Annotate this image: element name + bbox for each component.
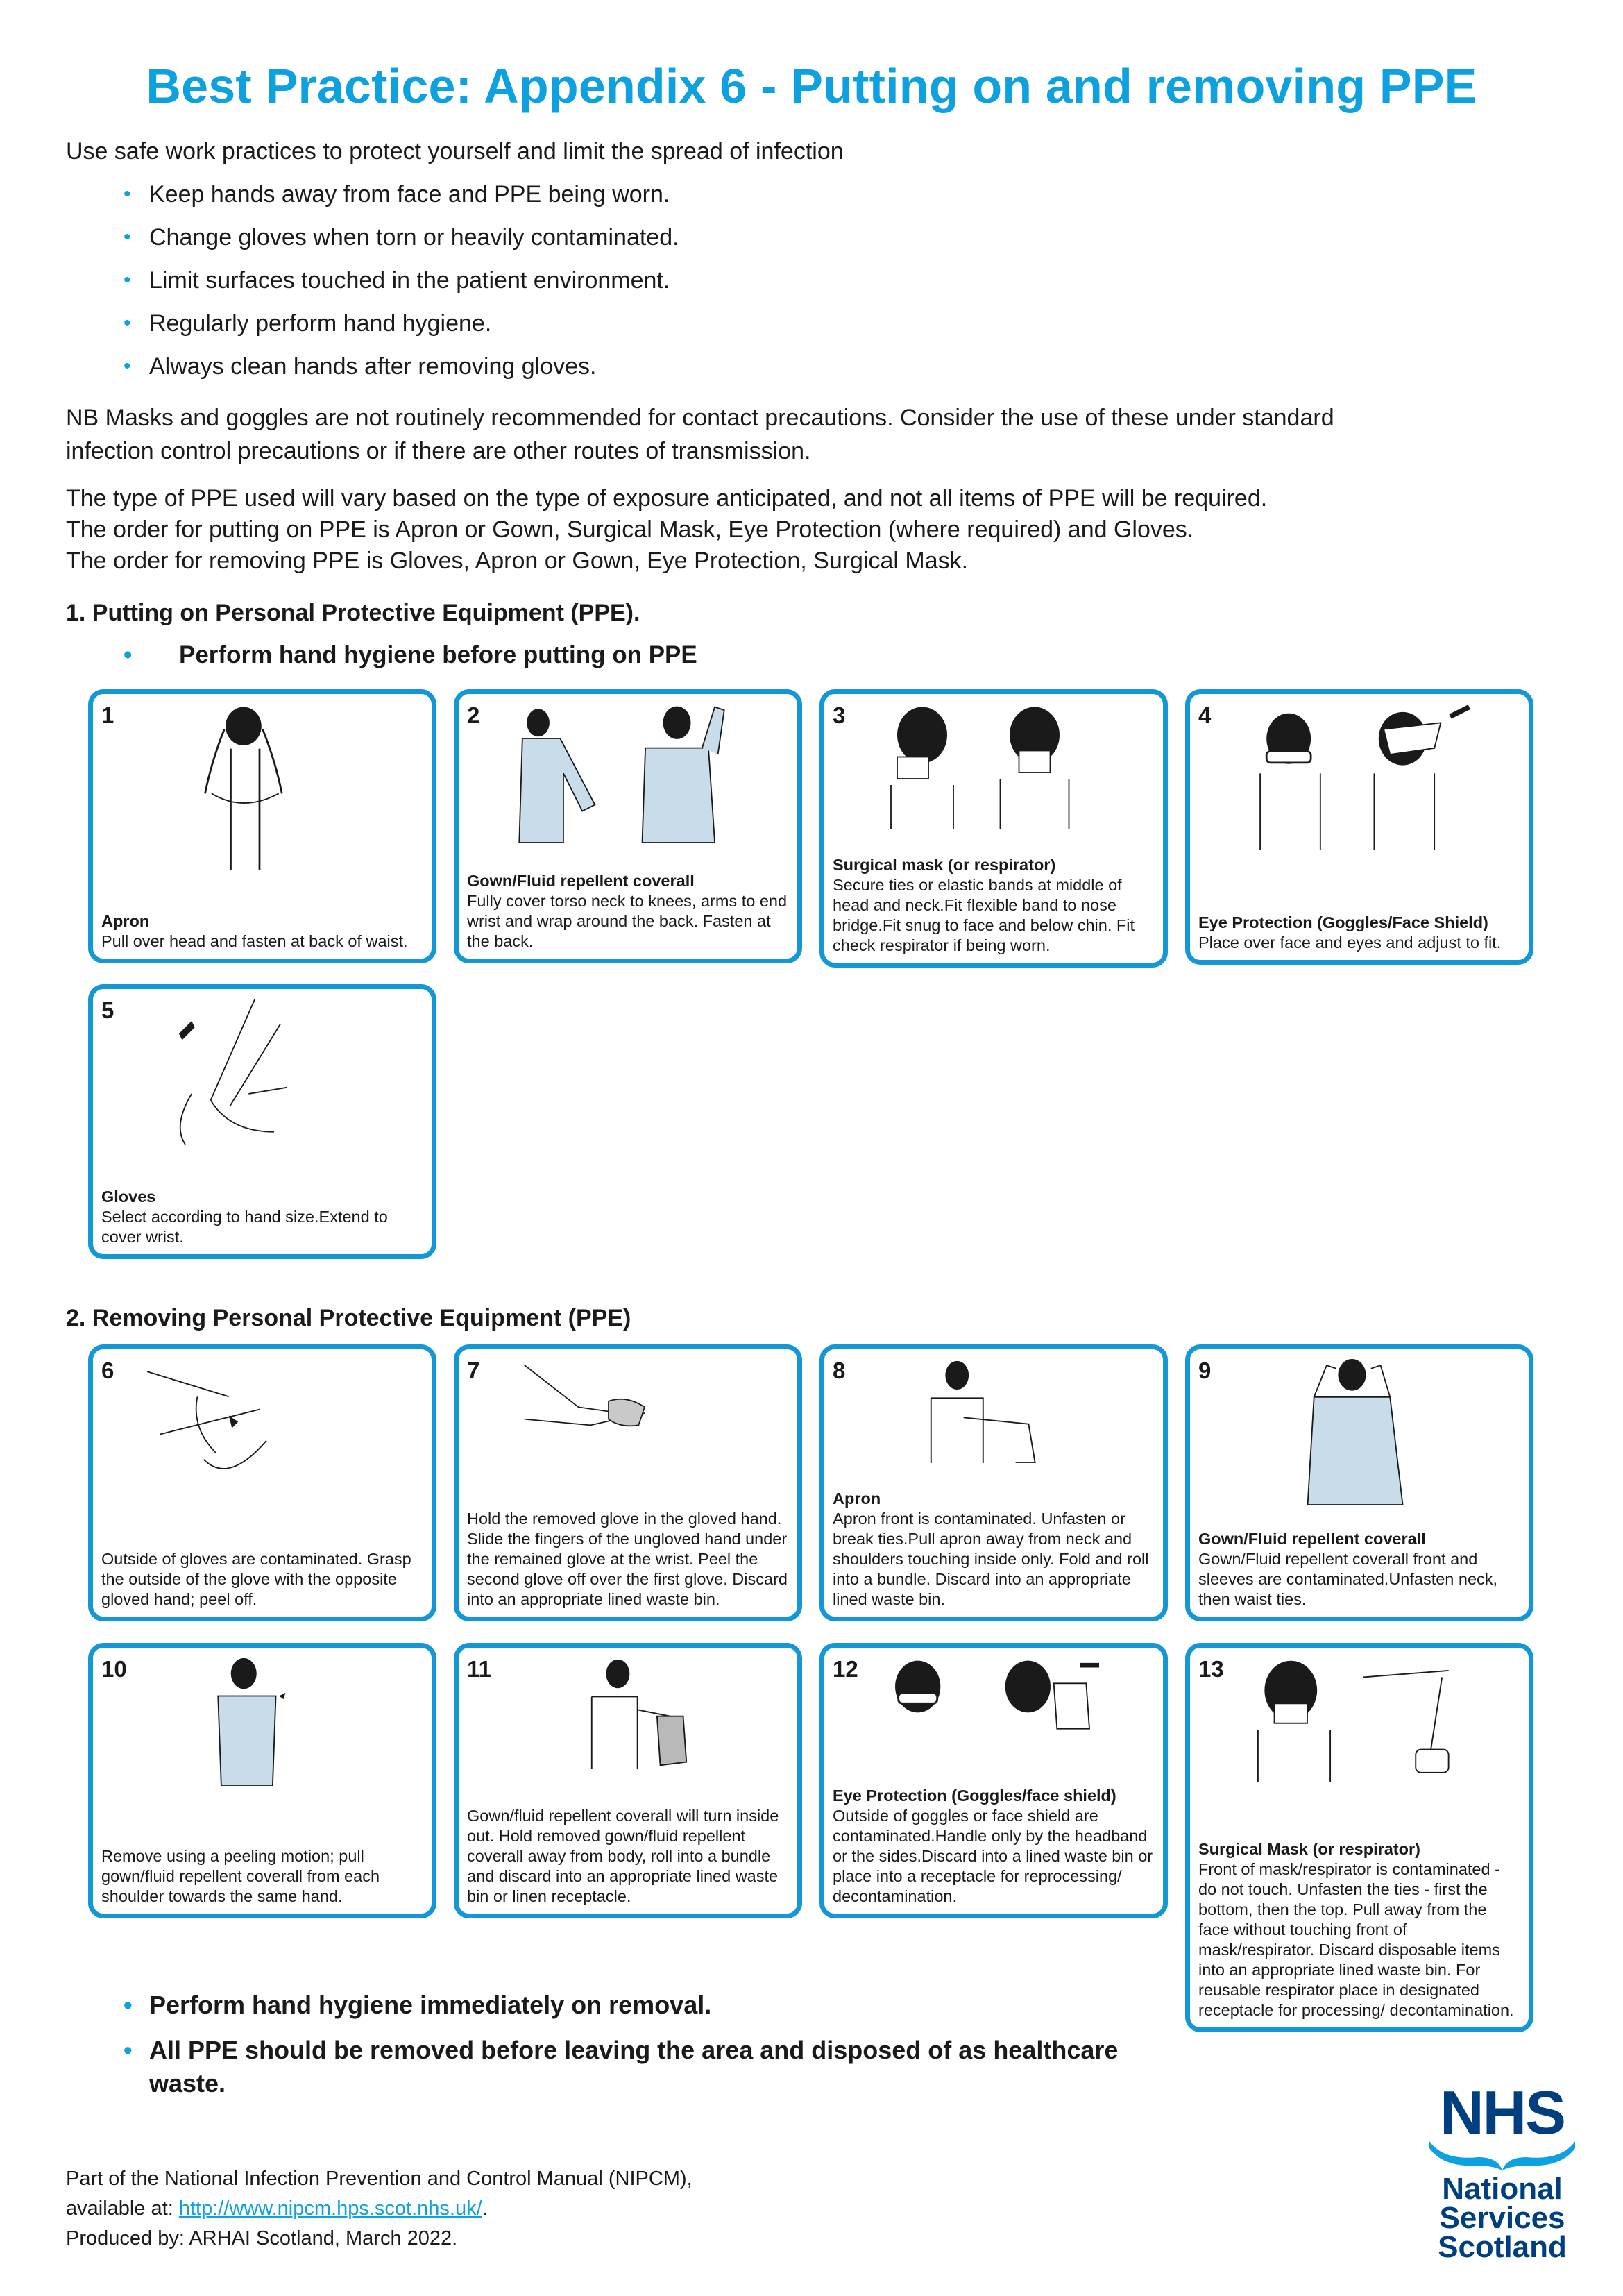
step-card-5	[88, 984, 436, 1259]
section-1-heading: 1. Putting on Personal Protective Equipment (PPE).	[66, 600, 640, 626]
card-text: Secure ties or elastic bands at middle of head and neck.Fit flexible band to nose bridge.Fit snug to face and below chin. Fit check respirator if being worn.	[833, 876, 1135, 954]
step-number: 4	[1198, 702, 1212, 728]
apron-illustration-icon	[135, 704, 391, 870]
step-card-9	[1185, 1344, 1533, 1621]
bullet-icon: •	[124, 312, 131, 335]
step-card-11	[454, 1643, 802, 1918]
step-number: 13	[1198, 1656, 1224, 1682]
bullet-icon: •	[124, 1991, 133, 2019]
bullet-icon: •	[124, 641, 133, 668]
bullet-icon: •	[124, 183, 131, 205]
order-line: The order for putting on PPE is Apron or Gown, Surgical Mask, Eye Protection (where required) and Gloves.	[66, 516, 1194, 543]
step-number: 11	[467, 1656, 491, 1682]
gown-bundle-illustration-icon	[500, 1657, 761, 1769]
section-2-heading: 2. Removing Personal Protective Equipment (PPE)	[66, 1305, 631, 1331]
card-text: Pull over head and fasten at back of waist.	[101, 932, 408, 950]
mask-illustration-icon	[866, 704, 1116, 829]
step-number: 12	[833, 1656, 858, 1682]
nb-note-line: NB Masks and goggles are not routinely recommended for contact precautions. Consider the use of these under standard	[66, 405, 1334, 431]
step-number: 1	[101, 702, 114, 728]
step-number: 2	[467, 702, 480, 728]
step-number: 3	[833, 702, 846, 728]
card-title: Apron	[101, 912, 150, 930]
card-text: Gown/fluid repellent coverall will turn inside out. Hold removed gown/fluid repellent coverall away from body, roll into a bundle and discard into an appropriate lined waste bin or linen receptacle.	[467, 1807, 779, 1905]
page-title: Best Practice: Appendix 6 - Putting on and removing PPE	[146, 59, 1477, 113]
step-card-8	[819, 1344, 1168, 1621]
mask-removal-illustration-icon	[1232, 1657, 1495, 1782]
step-card-13	[1185, 1643, 1533, 2032]
gown-peeling-illustration-icon	[135, 1657, 391, 1786]
footer-line: Part of the National Infection Prevention and Control Manual (NIPCM),	[66, 2168, 692, 2190]
step-card-4	[1185, 689, 1533, 965]
step-card-2	[454, 689, 802, 963]
apron-removal-illustration-icon	[866, 1359, 1126, 1463]
footer-line: Produced by: ARHAI Scotland, March 2022.	[66, 2227, 458, 2249]
intro-text: Use safe work practices to protect yourself and limit the spread of infection	[66, 138, 844, 164]
card-text: Outside of gloves are contaminated. Grasp the outside of the glove with the opposite gloved hand; peel off.	[101, 1550, 411, 1608]
card-title: Gloves	[101, 1188, 156, 1206]
card-text: Fully cover torso neck to knees, arms to end wrist and wrap around the back. Fasten at the back.	[467, 892, 788, 950]
card-text: Place over face and eyes and adjust to fit.	[1198, 934, 1502, 952]
bullet-icon: •	[124, 269, 131, 292]
step-number: 6	[101, 1358, 114, 1383]
card-text: Apron front is contaminated. Unfasten or break ties.Pull apron away from neck and shoulders touching inside only. Fold and roll into a bundle. Discard into an appropriate lined waste bin.	[833, 1510, 1149, 1608]
card-text: Outside of goggles or face shield are contaminated.Handle only by the headband or the sides.Discard into a lined waste bin or place into a receptacle for reprocessing/ decontamination.	[833, 1807, 1153, 1905]
nhs-logo: NHS National Services Scotland	[1422, 2086, 1582, 2262]
step-card-10	[88, 1643, 436, 1918]
step-card-6	[88, 1344, 436, 1621]
bullet-icon: •	[124, 355, 131, 378]
glove-removal-illustration-icon	[135, 1359, 386, 1491]
footer	[66, 2164, 692, 2254]
card-title: Surgical Mask (or respirator)	[1198, 1840, 1420, 1858]
gown-illustration-icon	[500, 704, 753, 843]
gloves-illustration-icon	[135, 999, 388, 1145]
step-card-12	[819, 1643, 1168, 1918]
step-number: 10	[101, 1656, 127, 1682]
step-card-7	[454, 1344, 802, 1621]
step-number: 5	[101, 997, 114, 1023]
nb-note-line: infection control precautions or if there are other routes of transmission.	[66, 438, 811, 464]
order-line: The type of PPE used will vary based on the type of exposure anticipated, and not all items of PPE will be required.	[66, 485, 1268, 512]
second-glove-removal-illustration-icon	[500, 1359, 741, 1449]
card-title: Gown/Fluid repellent coverall	[467, 872, 695, 890]
step-number: 9	[1198, 1358, 1212, 1383]
card-title: Eye Protection (Goggles/face shield)	[833, 1787, 1116, 1805]
bullet-icon: •	[124, 226, 131, 248]
card-text: Front of mask/respirator is contaminated - do not touch. Unfasten the ties - first the bottom, then the top. Pull away from the face without touching front of mask/respirator. Discard disposable items into an appropriate lined waste bin. For reusable respirator place in designated receptacle for processing/ decontamination.	[1198, 1860, 1514, 2019]
step-card-3	[819, 689, 1168, 968]
step-number: 7	[467, 1358, 480, 1383]
card-title: Eye Protection (Goggles/Face Shield)	[1198, 913, 1488, 931]
saltire-wave-icon	[1429, 2140, 1575, 2171]
eye-protection-illustration-icon	[1232, 704, 1485, 850]
card-title: Gown/Fluid repellent coverall	[1198, 1530, 1426, 1548]
nipcm-link[interactable]: http://www.nipcm.hps.scot.nhs.uk/	[178, 2197, 482, 2220]
card-text: Gown/Fluid repellent coverall front and sleeves are contaminated.Unfasten neck, then waist ties.	[1198, 1550, 1498, 1608]
gown-removal-illustration-icon	[1232, 1359, 1485, 1505]
step-number: 8	[833, 1358, 846, 1383]
card-title: Apron	[833, 1489, 881, 1508]
card-title: Surgical mask (or respirator)	[833, 856, 1056, 874]
bullet-icon: •	[124, 2036, 133, 2064]
footer-line: available at: http://www.nipcm.hps.scot.nhs.uk/.	[66, 2197, 488, 2220]
order-line: The order for removing PPE is Gloves, Apron or Gown, Eye Protection, Surgical Mask.	[66, 548, 969, 574]
card-text: Hold the removed glove in the gloved hand. Slide the fingers of the ungloved hand under the remained glove at the wrist. Peel the second glove off over the first glove. Discard into an appropriate lined waste bin.	[467, 1510, 788, 1608]
card-text: Remove using a peeling motion; pull gown/fluid repellent coverall from each shoulder towards the same hand.	[101, 1847, 380, 1905]
card-text: Select according to hand size.Extend to cover wrist.	[101, 1208, 388, 1246]
step-card-1	[88, 689, 436, 963]
goggles-removal-illustration-icon	[866, 1657, 1125, 1755]
